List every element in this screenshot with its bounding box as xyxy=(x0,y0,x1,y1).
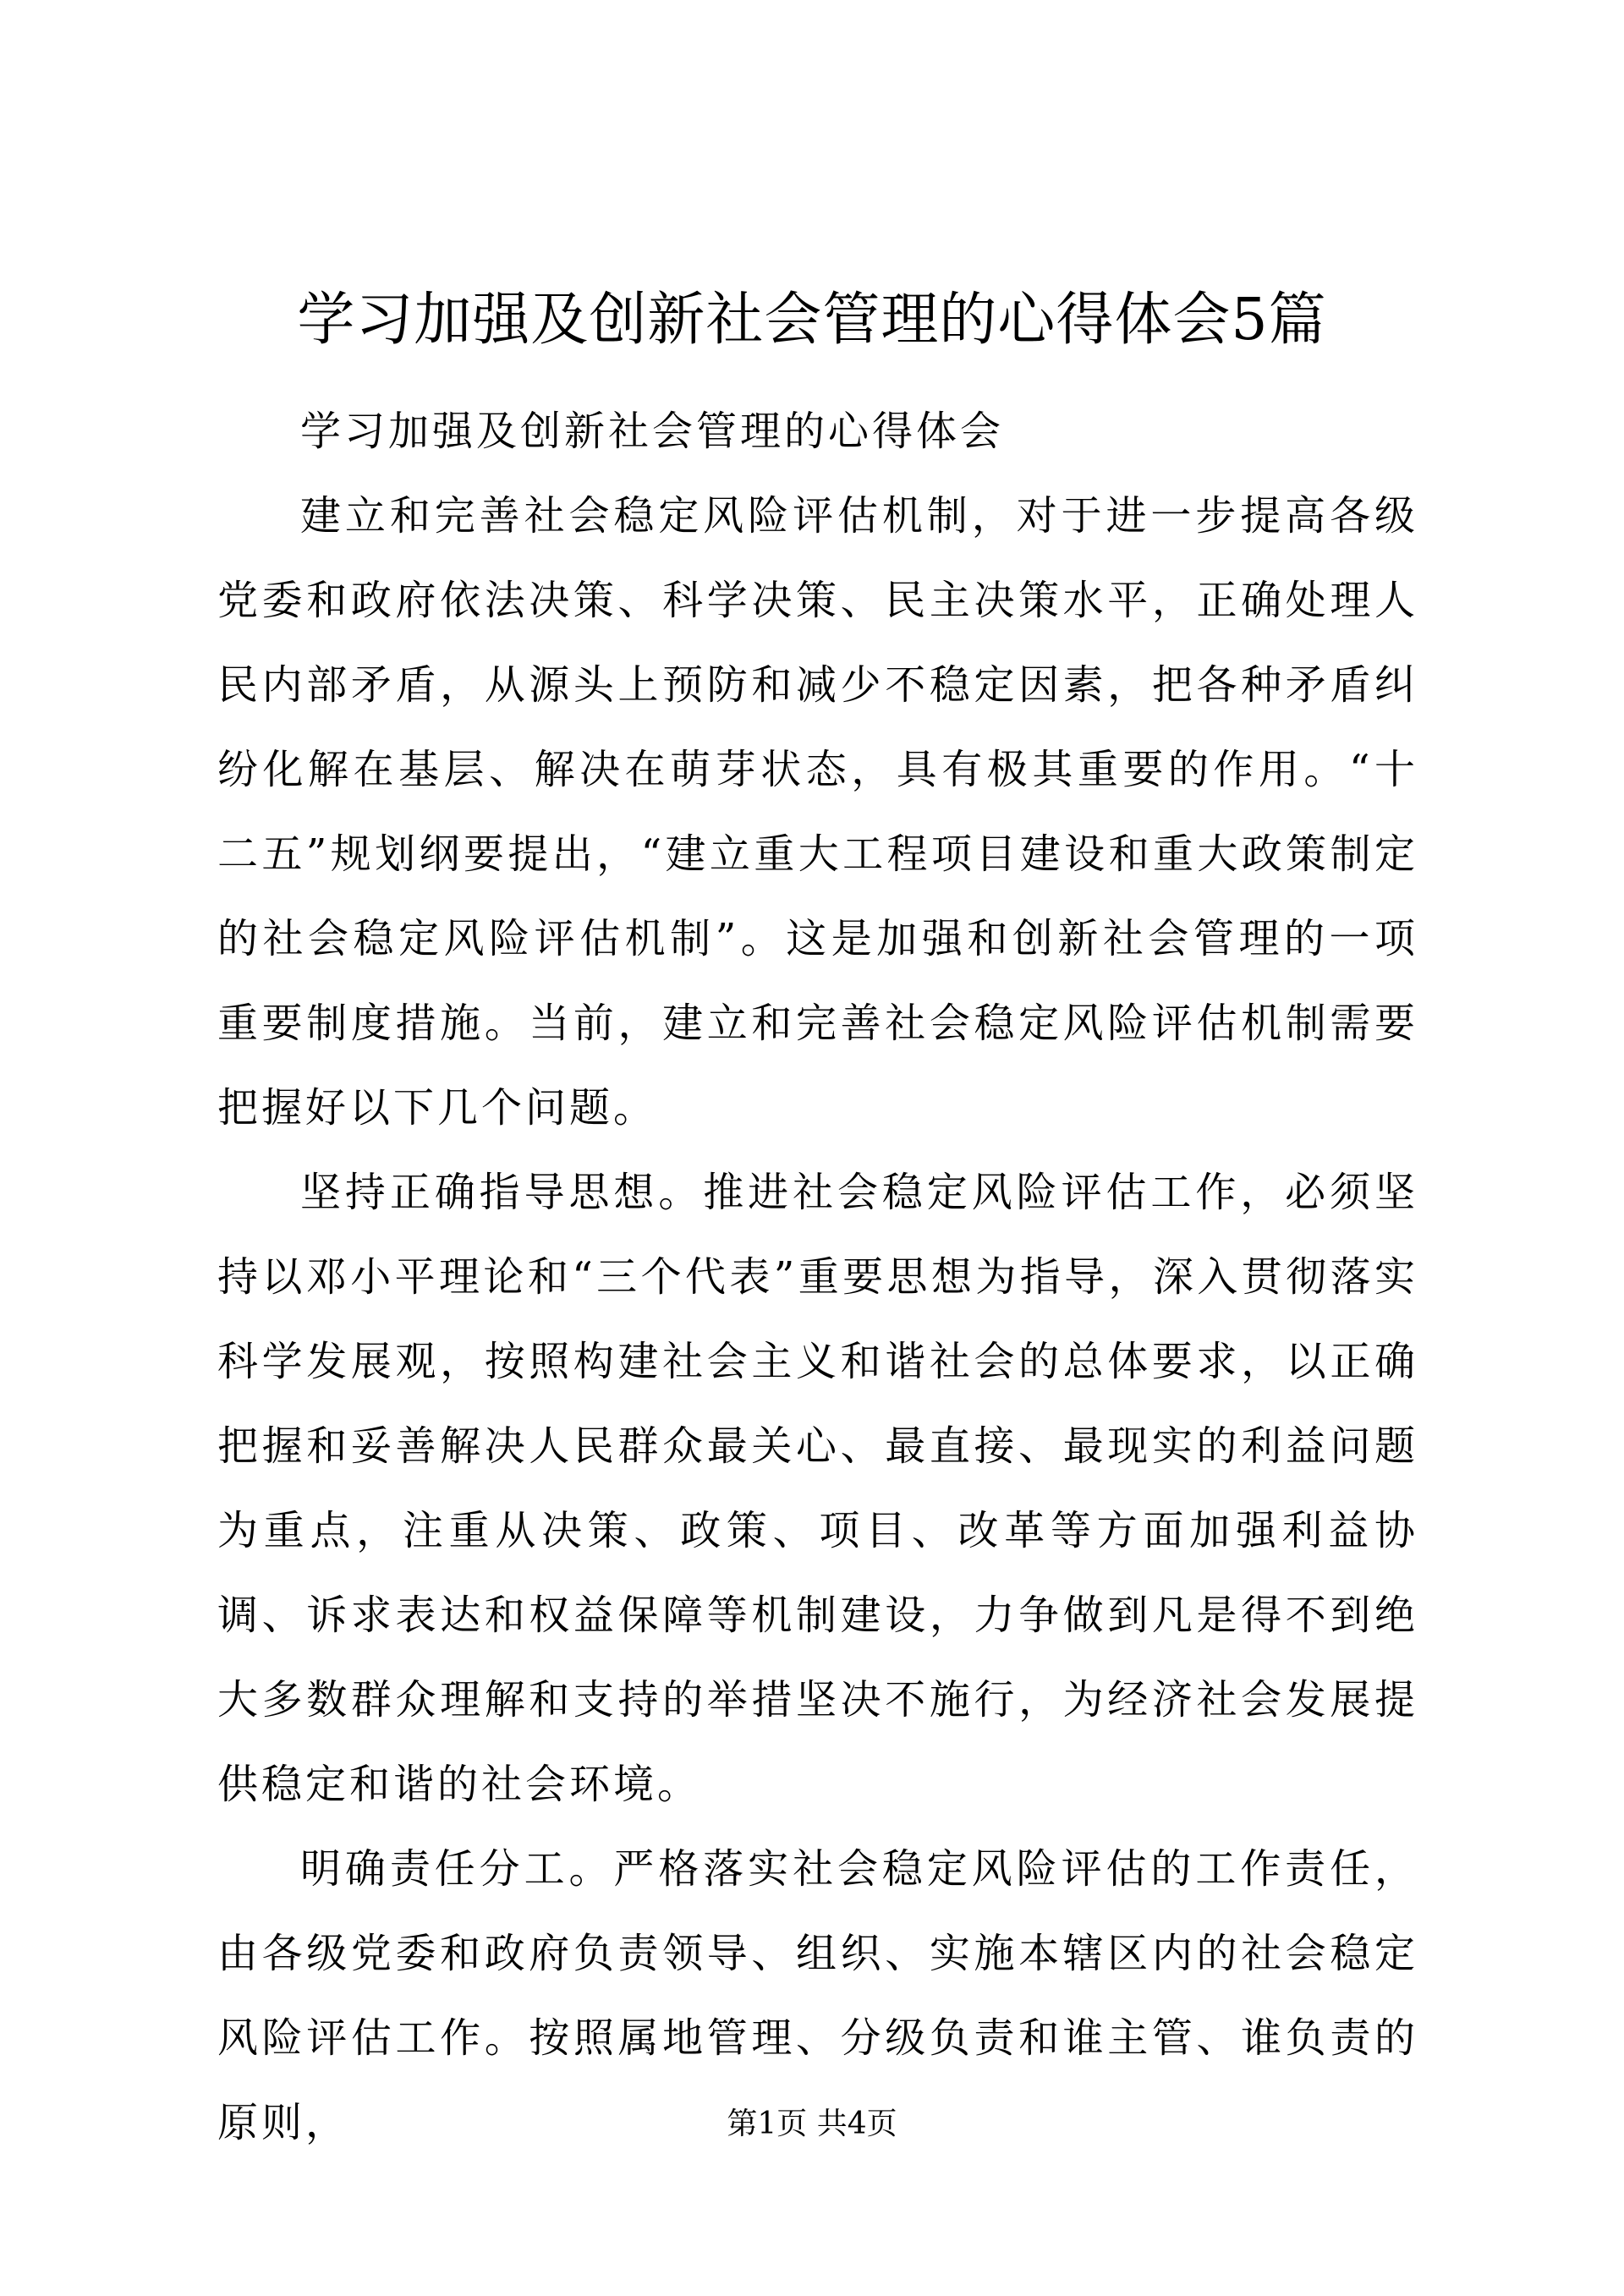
page-number-footer: 第1页 共4页 xyxy=(727,2107,897,2141)
document-title: 学习加强及创新社会管理的心得体会5篇 xyxy=(297,287,1327,353)
body-paragraph-1: 建立和完善社会稳定风险评估机制，对于进一步提高各级党委和政府依法决策、科学决策、民主决策水平，正确处理人民内部矛盾，从源头上预防和减少不稳定因素，把各种矛盾纠纷化解在基层、解决在萌芽状态，具有极其重要的作用。“十二五”规划纲要提出，“建立重大工程项目建设和重大政策制定的社会稳定风险评估机制”。这是加强和创新社会管理的一项重要制度措施。当前，建立和完善社会稳定风险评估机制需要把握好以下几个问题。 xyxy=(217,492,1418,1132)
document-body xyxy=(217,389,1418,2165)
body-paragraph-2: 坚持正确指导思想。推进社会稳定风险评估工作，必须坚持以邓小平理论和“三个代表”重要思想为指导，深入贯彻落实科学发展观，按照构建社会主义和谐社会的总体要求，以正确把握和妥善解决人民群众最关心、最直接、最现实的利益问题为重点，注重从决策、政策、项目、改革等方面加强利益协调、诉求表达和权益保障等机制建设，力争做到凡是得不到绝大多数群众理解和支持的举措坚决不施行，为经济社会发展提供稳定和谐的社会环境。 xyxy=(217,1169,1418,1808)
body-paragraph-3: 明确责任分工。严格落实社会稳定风险评估的工作责任，由各级党委和政府负责领导、组织、实施本辖区内的社会稳定风险评估工作。按照属地管理、分级负责和谁主管、谁负责的原则， xyxy=(217,1845,1418,2146)
subtitle-paragraph: 学习加强及创新社会管理的心得体会 xyxy=(300,408,1005,455)
